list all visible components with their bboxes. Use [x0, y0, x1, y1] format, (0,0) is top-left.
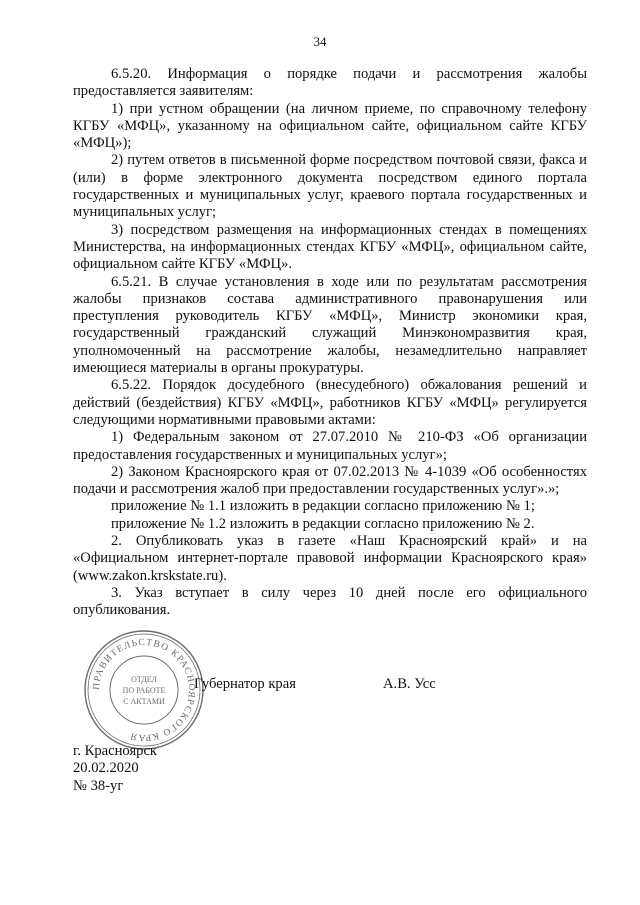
- signatory-name: А.В. Усс: [383, 676, 436, 692]
- page-number: 34: [313, 34, 327, 49]
- seal-center-line-2: ПО РАБОТЕ: [122, 686, 166, 695]
- footer-number: № 38-уг: [73, 777, 124, 794]
- paragraph-item-3: 3) посредством размещения на информационных стендах в помещениях Министерства, на информационных стендах КГБУ «МФЦ», официальном сайте, официальном сайте КГБУ «МФЦ».: [73, 221, 587, 273]
- document-footer: [73, 743, 157, 795]
- paragraph-appendix-1-1: приложение № 1.1 изложить в редакции согласно приложению № 1;: [111, 498, 535, 515]
- signatory-title: Губернатор края: [194, 676, 296, 692]
- document-body: [73, 66, 587, 620]
- paragraph-item-2: 2) путем ответов в письменной форме посредством почтовой связи, факса и (или) в форме электронного документа посредством единого портала государственных и муниципальных услуг, краевого портала государственных и муниципальных услуг;: [73, 152, 587, 221]
- paragraph-6-5-20: 6.5.20. Информация о порядке подачи и рассмотрения жалобы предоставляется заявителям:: [73, 66, 587, 100]
- seal-center-line-1: ОТДЕЛ: [131, 675, 157, 684]
- paragraph-law-2: 2) Законом Красноярского края от 07.02.2013 № 4-1039 «Об особенностях подачи и рассмотрения жалоб при предоставлении государственных услуг».»;: [73, 463, 587, 498]
- footer-date: 20.02.2020: [73, 760, 139, 777]
- paragraph-publish: 2. Опубликовать указ в газете «Наш Красноярский край» и на «Официальном интернет-портале правовой информации Красноярского края» (www.zakon.krskstate.ru).: [73, 533, 587, 584]
- paragraph-appendix-1-2: приложение № 1.2 изложить в редакции согласно приложению № 2.: [111, 515, 535, 532]
- seal-ring-text: ПРАВИТЕЛЬСТВО КРАСНОЯРСКОГО КРАЯ: [91, 637, 197, 743]
- signature-block: [73, 676, 587, 696]
- footer-city: г. Красноярск: [73, 743, 158, 759]
- paragraph-effective: 3. Указ вступает в силу через 10 дней после его официального опубликования.: [73, 584, 587, 619]
- paragraph-item-1: 1) при устном обращении (на личном приеме, по справочному телефону КГБУ «МФЦ», указанному на официальном сайте, официальном сайте КГБУ «МФЦ»);: [73, 100, 587, 152]
- paragraph-6-5-21: 6.5.21. В случае установления в ходе или по результатам рассмотрения жалобы признаков состава административного правонарушения или преступления руководитель КГБУ «МФЦ», Министр экономики края, государственный гражданский служащий Минэкономразвития края, уполномоченный на рассмотрение жалобы, незамедлительно направляет имеющиеся материалы в органы прокуратуры.: [73, 273, 587, 377]
- seal-center-line-3: С АКТАМИ: [123, 697, 165, 706]
- paragraph-6-5-22: 6.5.22. Порядок досудебного (внесудебного) обжалования решений и действий (бездействия) КГБУ «МФЦ», работников КГБУ «МФЦ» регулируется следующими нормативными правовыми актами:: [73, 377, 587, 428]
- paragraph-law-1: 1) Федеральным законом от 27.07.2010 № 210-ФЗ «Об организации предоставления государственных и муниципальных услуг»;: [73, 429, 587, 463]
